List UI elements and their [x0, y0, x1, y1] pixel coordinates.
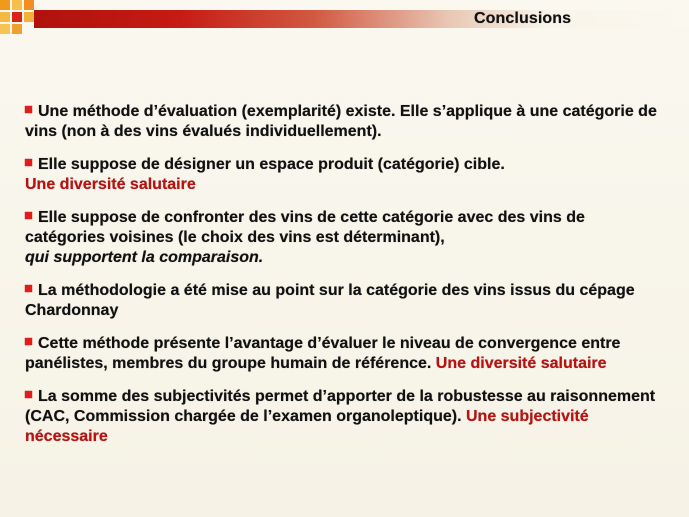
logo-square-5: [12, 12, 22, 22]
bullet-square-icon: [25, 285, 32, 292]
bullet-1: [25, 102, 660, 142]
logo-square-6: [24, 12, 34, 22]
bullet-4-text: La méthodologie a été mise au point sur la catégorie des vins issus du cépage Chardonnay: [25, 282, 635, 319]
bullet-3-italic: qui supportent la comparaison.: [25, 249, 264, 266]
logo-square-7: [0, 24, 10, 34]
bullet-square-icon: [25, 338, 32, 345]
bullet-2-text: Elle suppose de désigner un espace produit (catégorie) cible.: [38, 156, 505, 173]
bullet-6: [25, 387, 660, 447]
bullet-square-icon: [25, 212, 32, 219]
bullet-6-text: La somme des subjectivités permet d’apporter de la robustesse au raisonnement (CAC, Commission chargée de l’examen organoleptique).: [25, 388, 656, 425]
logo-square-8: [12, 24, 22, 34]
bullet-5-text: Cette méthode présente l’avantage d’évaluer le niveau de convergence entre panélistes, membres du groupe humain de référence.: [25, 335, 621, 372]
bullet-square-icon: [25, 391, 32, 398]
logo-square-2: [12, 0, 22, 10]
bullet-3: [25, 208, 660, 268]
bullet-square-icon: [25, 106, 32, 113]
bullet-6-accent: Une subjectivité nécessaire: [25, 408, 589, 445]
bullet-3-text: Elle suppose de confronter des vins de cette catégorie avec des vins de catégories voisines (le choix des vins est déterminant),: [25, 209, 585, 246]
logo-squares: [0, 0, 34, 34]
header-band: [34, 10, 689, 28]
bullet-4: [25, 281, 660, 321]
logo-square-3: [24, 0, 34, 10]
bullet-5-accent: Une diversité salutaire: [435, 355, 607, 372]
bullet-2: [25, 155, 660, 195]
bullet-1-text: Une méthode d’évaluation (exemplarité) existe. Elle s’applique à une catégorie de vins (non à des vins évalués individuellement).: [25, 103, 657, 140]
page-title: Conclusions: [474, 10, 572, 27]
bullet-2-accent: Une diversité salutaire: [25, 176, 196, 193]
bullet-5: [25, 334, 660, 374]
bullet-square-icon: [25, 159, 32, 166]
content-area: [25, 102, 660, 460]
logo-square-4: [0, 12, 10, 22]
logo-square-1: [0, 0, 10, 10]
